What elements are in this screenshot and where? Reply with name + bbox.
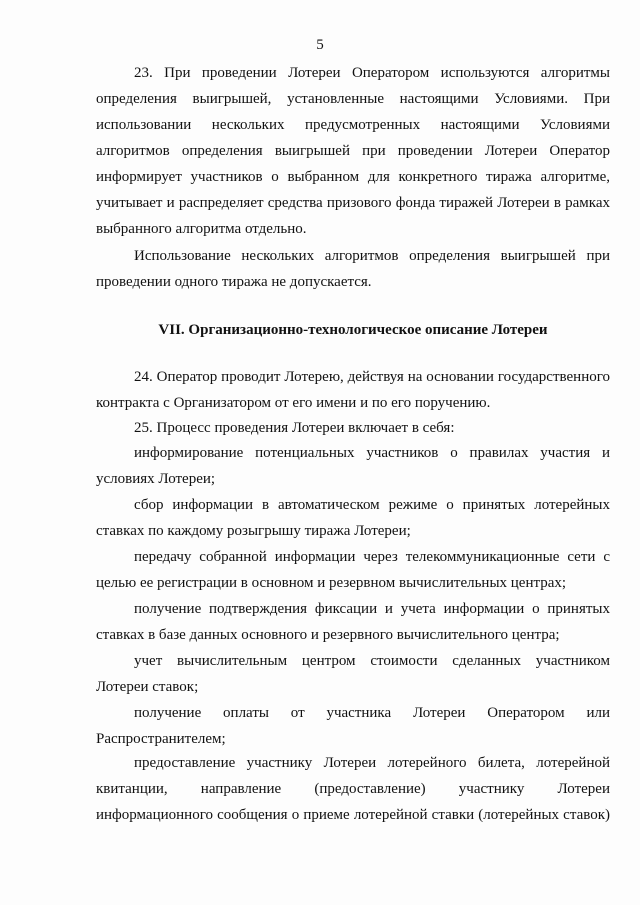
list-item-collection: сбор информации в автоматическом режиме о принятых лотерейных ставках по каждому розыгрышу тиража Лотереи; — [96, 497, 610, 539]
paragraph-23-continuation: Использование нескольких алгоритмов определения выигрышей при проведении одного тиража не допускается. — [96, 248, 610, 290]
list-item-accounting: учет вычислительным центром стоимости сделанных участником Лотереи ставок; — [96, 653, 610, 695]
list-item-confirmation: получение подтверждения фиксации и учета информации о принятых ставках в базе данных основного и резервного вычислительного центра; — [96, 601, 610, 643]
paragraph-23: 23. При проведении Лотереи Оператором используются алгоритмы определения выигрышей, установленные настоящими Условиями. При использовании нескольких предусмотренных настоящими Условиями алгоритмов определения выигрышей при проведении Лотереи Оператор информирует участников о выбранном для конкретного тиража алгоритме, учитывает и распределяет средства призового фонда тиражей Лотереи в рамках выбранного алгоритма отдельно. — [96, 65, 610, 237]
paragraph-24: 24. Оператор проводит Лотерею, действуя на основании государственного контракта с Организатором от его имени и по его поручению. — [96, 369, 610, 411]
list-item-informing: информирование потенциальных участников о правилах участия и условиях Лотереи; — [96, 445, 610, 487]
list-item-ticket: предоставление участнику Лотереи лотерейного билета, лотерейной квитанции, направление (предоставление) участнику Лотереи информационного сообщения о приеме лотерейной ставки (лотерейных ставок) — [96, 755, 610, 823]
paragraph-25: 25. Процесс проведения Лотереи включает в себя: — [134, 420, 455, 436]
list-item-transmission: передачу собранной информации через телекоммуникационные сети с целью ее регистрации в основном и резервном вычислительных центрах; — [96, 549, 610, 591]
page-number: 5 — [316, 37, 324, 53]
list-item-payment: получение оплаты от участника Лотереи Оператором или Распространителем; — [96, 705, 610, 747]
section-heading: VII. Организационно-технологическое описание Лотереи — [158, 322, 548, 338]
